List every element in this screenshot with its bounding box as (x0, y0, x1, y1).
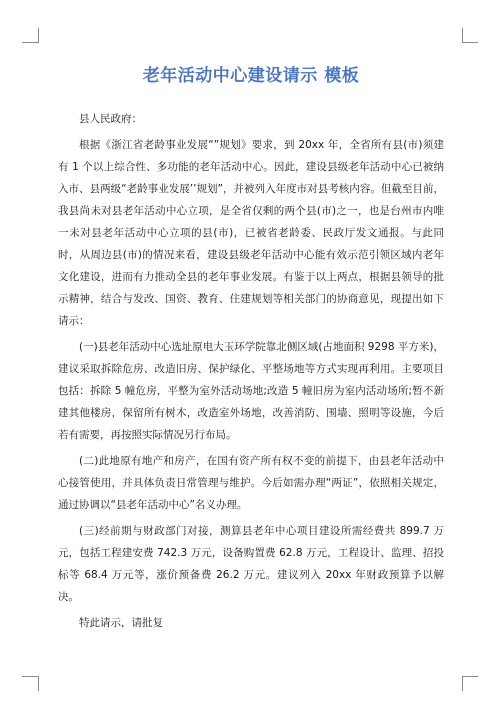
paragraph-item-3: (三)经前期与财政部门对接，测算县老年中心项目建设所需经费共 899.7 万元，包括工程建安费 742.3 万元，设备购置费 62.8 万元，工程设计、监理、招投标等 68.4 万元等，涨价预备费 26.2 万元。建议列入 20xx 年财政预算予以解决。 (58, 525, 444, 603)
paragraph-item-1: (一)县老年活动中心选址原电大玉环学院靠北侧区域(占地面积 9298 平方米)，建议采取拆除危房、改造旧房、保护绿化、平整场地等方式实现再利用。主要项目包括：拆除 5 幢危房，平整为室外活动场地;改造 5 幢旧房为室内活动场所;暂不新建其他楼房，保留所有树木，改造室外场地，改善消防、围墙、照明等设施，今后若有需要，再按照实际情况另行布局。 (58, 341, 444, 441)
paragraph-item-2: (二)此地原有地产和房产，在国有资产所有权不变的前提下，由县老年活动中心接管使用，并具体负责日常管理与维护。今后如需办理“两证”，依照相关规定，通过协调以“县老年活动中心”名义办理。 (58, 455, 444, 511)
document-title: 老年活动中心建设请示 模板 (142, 66, 360, 86)
salutation: 县人民政府： (79, 113, 142, 125)
paragraph-background: 根据《浙江省老龄事业发展“”规划》要求，到 20xx 年，全省所有县(市)须建有 1 个以上综合性、多功能的老年活动中心。因此，建设县级老年活动中心已被纳入市、县两级“老龄事业发展’’规划”，并被列入年度市对县考核内容。但截至目前，我县尚未对县老年活动中心立项，是全省仅剩的两个县(市)之一，也是台州市内唯一未对县老年活动中心立项的县(市)，已被省老龄委、民政厅发文通报。与此同时，从周边县(市)的情况来看，建设县级老年活动中心能有效示范引领区域内老年文化建设，进而有力推动全县的老年事业发展。有鉴于以上两点，根据县领导的批示精神，结合与发改、国资、教育、住建规划等相关部门的协商意见，现提出如下请示： (58, 139, 444, 327)
closing-line: 特此请示，请批复 (79, 617, 163, 629)
document-body (58, 66, 444, 634)
